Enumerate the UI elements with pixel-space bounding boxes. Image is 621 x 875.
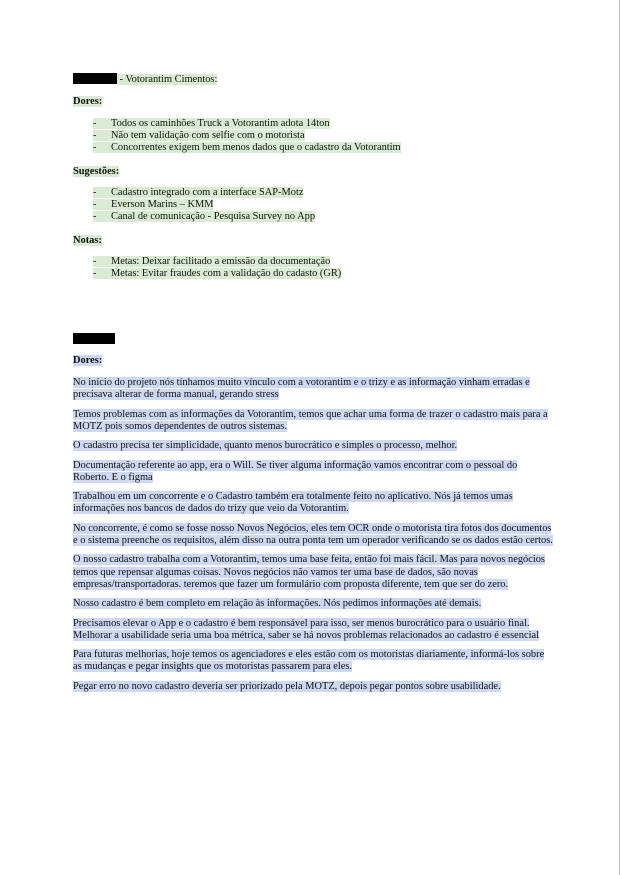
redacted-block: [73, 333, 115, 344]
paragraph: Para futuras melhorias, hoje temos os agenciadores e eles estão com os motoristas diariamente, informá-los sobre as mudanças e pegar insights que os motoristas passarem para eles.: [73, 649, 545, 673]
list-item: - Todos os caminhões Truck a Votorantim adota 14ton: [93, 118, 330, 129]
page-edge: [619, 0, 620, 875]
list-item: - Metas: Deixar facilitado a emissão da documentação: [93, 256, 331, 267]
paragraph: Nosso cadastro é bem completo em relação às informações. Nós pedimos informações até demais.: [73, 598, 482, 610]
paragraph: No início do projeto nós tínhamos muito vínculo com a votorantim e o trizy e as informação vinham erradas e precisava alterar de forma manual, gerando stress: [73, 377, 530, 401]
list-item: - Concorrentes exigem bem menos dados que o cadastro da Votorantim: [93, 142, 401, 154]
section1-sugestoes-heading: Sugestões:: [73, 166, 120, 177]
paragraph: Pegar erro no novo cadastro deveria ser priorizado pela MOTZ, depois pegar pontos sobre usabilidade.: [73, 680, 501, 692]
paragraph: Temos problemas com as informações da Votorantim, temos que achar uma forma de trazer o cadastro mais para a MOTZ pois somos dependentes de outros sistemas.: [73, 408, 548, 432]
list-item: - Canal de comunicação - Pesquisa Survey no App: [93, 211, 316, 223]
section2-title: [73, 333, 115, 346]
section1-title: [73, 73, 217, 86]
list-item: - Cadastro integrado com a interface SAP-Motz: [93, 187, 304, 198]
paragraph: Precisamos elevar o App e o cadastro é bem responsável para isso, ser menos burocrático para o usuário final. Melhorar a usabilidade seria uma boa métrica, saber se há novos problemas relacionados ao cadastro é essencial: [73, 617, 539, 641]
paragraph: Documentação referente ao app, era o Will. Se tiver alguma informação vamos encontrar com o pessoal do Roberto. E o figma: [73, 459, 518, 483]
section1-dores-heading: Dores:: [73, 96, 103, 107]
list-item: - Metas: Evitar fraudes com a validação do cadasto (GR): [93, 268, 342, 280]
section1-sugestoes-list: [93, 187, 315, 224]
paragraph: O nosso cadastro trabalha com a Votorantim, temos uma base feita, então foi mais fácil. Mas para novos negócios temos que repensar algumas coisas. Novos negócios não vamos ter uma base de dados, são novas empresas/transportadoras. teremos que fazer um formulário com proposta diferente, tem que ser do zero.: [73, 554, 545, 590]
section1-notas-list: [93, 256, 341, 280]
section1-dores-list: [93, 118, 401, 155]
paragraph: No concorrente, é como se fosse nosso Novos Negócios, eles tem OCR onde o motorista tira fotos dos documentos e o sistema preenche os requisitos, além disso na outra ponta tem um operador verificando se os dados estão certos.: [73, 522, 553, 546]
redacted-block: [73, 73, 117, 84]
list-item: - Everson Marins – KMM: [93, 199, 214, 211]
paragraph: O cadastro precisa ter simplicidade, quanto menos burocrático e simples o processo, melhor.: [73, 440, 458, 452]
section2-paragraphs: [73, 377, 553, 700]
paragraph: Trabalhou em um concorrente e o Cadastro também era totalmente feito no aplicativo. Nós já temos umas informações nos bancos de dados do trizy que veio da Votorantim.: [73, 491, 513, 515]
section1-title-text: - Votorantim Cimentos:: [117, 74, 217, 85]
list-item: - Não tem validação com selfie com o motorista: [93, 130, 305, 142]
section2-dores-heading: Dores:: [73, 355, 103, 366]
section1-notas-heading: Notas:: [73, 235, 102, 246]
